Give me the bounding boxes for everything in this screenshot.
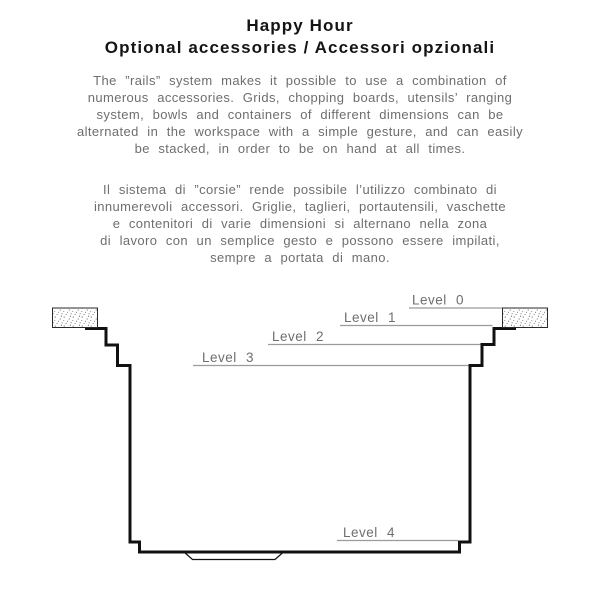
page-subtitle: Optional accessories / Accessori opzionali <box>104 38 496 57</box>
level-1-label: Level 1 <box>344 310 397 325</box>
level-0-label: Level 0 <box>412 292 465 308</box>
countertop-section-left <box>53 308 98 328</box>
paragraph-line: e contenitori di varie dimensioni si alternano nella zona <box>112 216 488 231</box>
basin-outline <box>85 329 516 553</box>
page-title: Happy Hour <box>246 16 354 35</box>
paragraph-line: The ”rails” system makes it possible to use a combination of <box>93 73 507 88</box>
level-3-label: Level 3 <box>202 350 255 365</box>
paragraph-line: sempre a portata di mano. <box>210 250 390 265</box>
level-4-label: Level 4 <box>343 525 396 540</box>
countertop-section-right <box>503 308 548 328</box>
paragraph-line: Il sistema di ”corsie” rende possibile l’utilizzo combinato di <box>103 182 497 197</box>
paragraph-line: di lavoro con un semplice gesto e possono essere impilati, <box>100 233 500 248</box>
level-2-label: Level 2 <box>272 329 325 344</box>
paragraph-line: numerous accessories. Grids, chopping boards, utensils’ ranging <box>87 90 513 105</box>
paragraph-line: system, bowls and containers of different dimensions can be <box>96 107 504 122</box>
paragraph-line: innumerevoli accessori. Griglie, taglieri, portautensili, vaschette <box>93 199 507 214</box>
paragraph-line: be stacked, in order to be on hand at all times. <box>134 141 466 156</box>
paragraph-line: alternated in the workspace with a simple gesture, and can easily <box>76 124 524 139</box>
